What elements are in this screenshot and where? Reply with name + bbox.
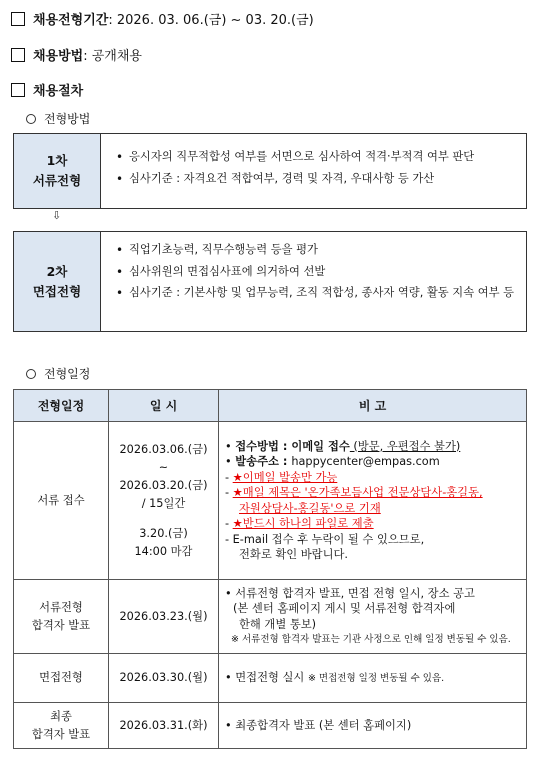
email-note-2	[225, 547, 520, 563]
header-date: 일 시	[109, 390, 219, 422]
method-line: • 접수방법 : 이메일 접수 (방문, 우편접수 불가)	[225, 439, 461, 453]
table-row	[14, 703, 527, 749]
row2-note	[219, 580, 527, 654]
note-line: (본 센터 홈페이지 게시 및 서류전형 합격자에	[233, 602, 456, 615]
address-label: 발송주소 :	[235, 455, 292, 468]
row4-stage	[14, 703, 109, 749]
address-line: • 발송주소 : happycenter@empas.com	[225, 455, 440, 468]
period-row	[11, 9, 314, 28]
checkbox-icon	[11, 83, 25, 97]
stage2-name: 면접전형	[32, 283, 82, 299]
method-value: 이메일 접수	[291, 439, 350, 453]
date-line: ~	[158, 460, 169, 474]
red-note-3: - ★반드시 하나의 파일로 제출	[225, 517, 374, 530]
table-row	[14, 654, 527, 703]
date-line: 3.20.(금)	[139, 526, 188, 540]
note-line: 한해 개별 통보)	[239, 617, 317, 631]
stage2-box	[13, 231, 101, 332]
date-line: 2026.03.06.(금)	[119, 442, 208, 456]
red-text: 자원상담사-홍길동'으로 기재	[239, 501, 381, 515]
down-arrow-icon: ⇩	[52, 209, 62, 222]
row1-note	[219, 422, 527, 580]
note-text: 전화로 확인 바랍니다.	[239, 548, 348, 561]
header-note: 비 고	[219, 390, 527, 422]
note-line: • 면접전형 실시 ※ 면접전형 일정 변동될 수 있음.	[225, 670, 445, 684]
stage-line: 서류전형	[39, 600, 83, 614]
row3-stage: 면접전형	[14, 654, 109, 703]
stage1-number: 1차	[46, 153, 68, 168]
stage-line: 최종	[50, 709, 72, 723]
date-line: 2026.03.20.(금)	[119, 478, 208, 492]
date-line	[109, 513, 218, 525]
note-text: 최종합격자 발표 (본 센터 홈페이지)	[235, 718, 412, 732]
stage1-box	[13, 133, 101, 209]
period-label: 채용전형기간	[33, 13, 109, 28]
schedule-table	[13, 389, 527, 749]
period-value: : 2026. 03. 06.(금) ~ 03. 20.(금)	[108, 13, 314, 28]
date-line: / 15일간	[141, 496, 186, 510]
red-note-1: - ★이메일 발송만 가능	[225, 470, 338, 484]
procedure-row	[11, 80, 83, 99]
red-text: ★매일 제목은 '온가족보듬사업 전문상담사-홍길동,	[232, 486, 483, 499]
row1-date	[109, 422, 219, 580]
method-note: (방문, 우편접수 불가)	[349, 439, 461, 453]
note-text: 면접전형 실시	[235, 670, 308, 684]
note-small: ※ 면접전형 일정 변동될 수 있음.	[307, 672, 445, 684]
red-note-2b	[225, 501, 520, 517]
row4-note	[219, 703, 527, 749]
procedure-label: 채용절차	[33, 84, 84, 99]
stage2-bullet: • 심사기준 : 기본사항 및 업무능력, 조직 적합성, 종사자 역량, 활동 지속 여부 등	[113, 283, 516, 303]
red-note-2: - ★매일 제목은 '온가족보듬사업 전문상담사-홍길동,	[225, 486, 483, 499]
note-text: E-mail 접수 후 누락이 될 수 있으므로,	[232, 532, 425, 546]
red-text: ★이메일 발송만 가능	[232, 470, 338, 484]
stage-line: 합격자 발표	[31, 727, 91, 741]
row3-note	[219, 654, 527, 703]
method-label: 채용방법	[33, 49, 84, 64]
table-header-row	[14, 390, 527, 422]
method-label: 접수방법 :	[235, 439, 292, 453]
row3-date: 2026.03.30.(월)	[109, 654, 219, 703]
stage1-name: 서류전형	[32, 173, 82, 188]
method-row	[11, 45, 142, 64]
address-value: happycenter@empas.com	[291, 455, 440, 468]
row1-stage: 서류 접수	[14, 422, 109, 580]
note-text: 서류전형 합격자 발표, 면접 전형 일시, 장소 공고	[235, 586, 475, 600]
selection-method-title: 전형방법	[44, 112, 91, 126]
red-text: ★반드시 하나의 파일로 제출	[232, 517, 374, 530]
email-note: - E-mail 접수 후 누락이 될 수 있으므로,	[225, 532, 425, 546]
stage2-bullet: • 직업기초능력, 직무수행능력 등을 평가	[113, 239, 516, 261]
stage1-details	[101, 133, 527, 209]
stage1-bullet: • 심사기준 : 자격요건 적합여부, 경력 및 자격, 우대사항 등 가산	[113, 168, 516, 190]
stage2-number: 2차	[46, 263, 68, 279]
stage2-bullet: • 심사위원의 면접심사표에 의거하여 선발	[113, 261, 516, 283]
circle-bullet-icon	[26, 114, 36, 124]
row4-date: 2026.03.31.(화)	[109, 703, 219, 749]
checkbox-icon	[11, 48, 25, 62]
stage-line: 합격자 발표	[31, 618, 91, 632]
date-line: 14:00 마감	[134, 544, 193, 558]
selection-method-heading	[26, 110, 90, 127]
stage1-bullet: • 응시자의 직무적합성 여부를 서면으로 심사하여 적격·부적격 여부 판단	[113, 146, 516, 168]
schedule-heading	[26, 365, 90, 382]
row2-stage	[14, 580, 109, 654]
note-small: ※ 서류전형 합격자 발표는 기관 사정으로 인해 일정 변동될 수 있음.	[231, 634, 511, 645]
table-row	[14, 580, 527, 654]
checkbox-icon	[11, 12, 25, 26]
row2-date: 2026.03.23.(월)	[109, 580, 219, 654]
note-line: • 서류전형 합격자 발표, 면접 전형 일시, 장소 공고	[225, 586, 475, 600]
note-line: • 최종합격자 발표 (본 센터 홈페이지)	[225, 718, 412, 732]
stage2-details	[101, 231, 527, 332]
circle-bullet-icon	[26, 369, 36, 379]
schedule-title: 전형일정	[44, 367, 91, 381]
method-value: : 공개채용	[83, 49, 142, 64]
header-stage: 전형일정	[14, 390, 109, 422]
table-row	[14, 422, 527, 580]
